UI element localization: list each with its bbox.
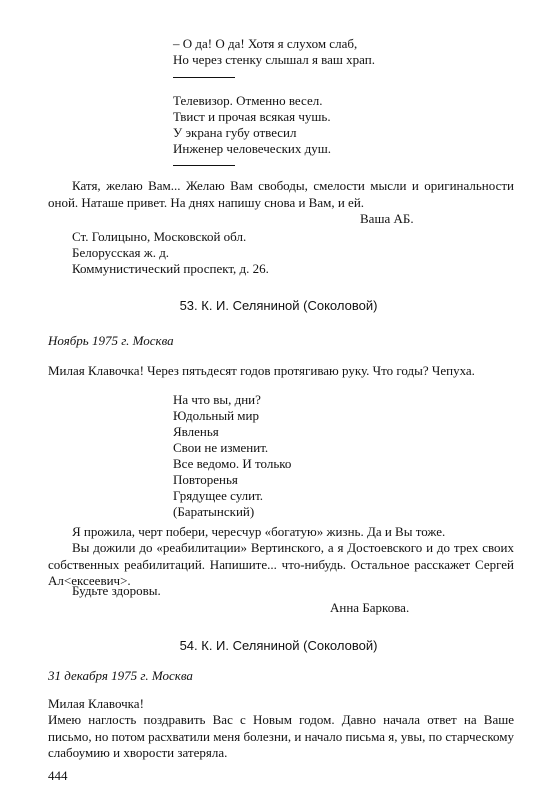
address-line-1: Ст. Голицыно, Московской обл. — [72, 229, 247, 244]
letter52-body: Катя, желаю Вам... Желаю Вам свободы, смелости мысли и оригинальности оной. Наташе привет. На днях напишу снова и Вам, и ей. — [48, 178, 514, 210]
address-line-3: Коммунистический проспект, д. 26. — [72, 261, 269, 276]
separator-rule — [173, 77, 235, 78]
letter53-paragraph-1: Я прожила, черт побери, чересчур «богатую» жизнь. Да и Вы тоже. — [72, 524, 446, 539]
letter53-closing: Будьте здоровы. — [72, 583, 161, 598]
letter53-date: Ноябрь 1975 г. Москва — [48, 333, 174, 348]
letter53-heading: 53. К. И. Селяниной (Соколовой) — [179, 298, 378, 313]
verse-line-6: Повторенья — [173, 472, 238, 487]
verse-attribution: (Баратынский) — [173, 504, 255, 519]
letter54-date: 31 декабря 1975 г. Москва — [48, 668, 193, 683]
address-line-2: Белорусская ж. д. — [72, 245, 170, 260]
letter53-greeting: Милая Клавочка! Через пятьдесят годов протягиваю руку. Что годы? Чепуха. — [48, 363, 475, 378]
poem2-line-3: У экрана губу отвесил — [173, 125, 297, 140]
letter53-signature: Анна Баркова. — [330, 600, 410, 615]
poem1-line-2: Но через стенку слышал я ваш храп. — [173, 52, 375, 67]
poem2-line-2: Твист и прочая всякая чушь. — [173, 109, 331, 124]
letter54-heading: 54. К. И. Селяниной (Соколовой) — [179, 638, 378, 653]
verse-line-2: Юдольный мир — [173, 408, 259, 423]
verse-line-1: На что вы, дни? — [173, 392, 261, 407]
poem2-line-4: Инженер человеческих душ. — [173, 141, 332, 156]
letter54-greeting: Милая Клавочка! — [48, 696, 144, 711]
verse-line-4: Свои не изменит. — [173, 440, 269, 455]
poem1-line-1: – О да! О да! Хотя я слухом слаб, — [173, 36, 358, 51]
letter53-paragraph-2: Вы дожили до «реабилитации» Вертинского, а я Достоевского и до трех своих собственных реабилитаций. Напишите... что-нибудь. Остальное расскажет Сергей Ал<ексеевич>. — [48, 540, 514, 588]
letter52-signature: Ваша АБ. — [360, 211, 414, 226]
poem2-line-1: Телевизор. Отменно весел. — [173, 93, 323, 108]
verse-line-5: Все ведомо. И только — [173, 456, 292, 471]
page-number: 444 — [48, 768, 68, 783]
verse-line-7: Грядущее сулит. — [173, 488, 264, 503]
verse-line-3: Явленья — [173, 424, 219, 439]
separator-rule — [173, 165, 235, 166]
letter54-paragraph: Имею наглость поздравить Вас с Новым годом. Давно начала ответ на Ваше письмо, но потом расхватили меня болезни, и начало письма я, увы, по старческому слабоумию и хворости затеряла. — [48, 712, 514, 760]
